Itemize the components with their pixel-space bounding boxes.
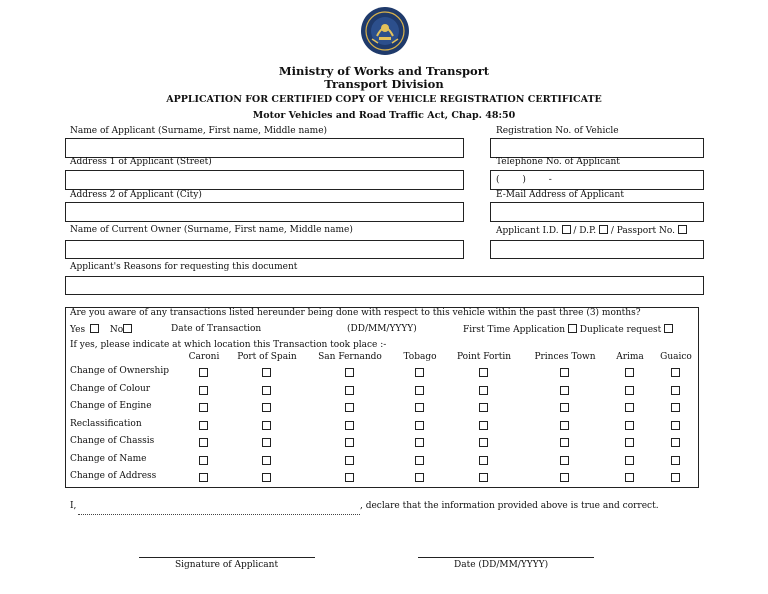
division-title: Transport Division xyxy=(324,77,444,91)
transaction-type-change-of-chassis: Change of Chassis xyxy=(70,436,155,446)
grid-checkbox[interactable] xyxy=(199,438,208,447)
first-time-label: First Time Application xyxy=(463,325,566,335)
applicant-id-label xyxy=(496,225,687,236)
ministry-seal xyxy=(360,6,410,56)
grid-checkbox[interactable] xyxy=(479,456,488,465)
reasons-label: Applicant's Reasons for requesting this document xyxy=(70,262,298,272)
grid-checkbox[interactable] xyxy=(625,473,634,482)
date-signature-label: Date (DD/MM/YYYY) xyxy=(454,560,549,570)
duplicate-checkbox[interactable] xyxy=(664,324,673,333)
telephone-label: Telephone No. of Applicant xyxy=(496,157,620,167)
email-input[interactable] xyxy=(490,202,704,222)
date-format-label: (DD/MM/YYYY) xyxy=(347,324,417,334)
location-header-san-fernando: San Fernando xyxy=(318,352,382,362)
signature-line[interactable] xyxy=(139,545,315,558)
location-header-point-fortin: Point Fortin xyxy=(456,352,512,362)
date-line[interactable] xyxy=(418,545,594,558)
address1-label: Address 1 of Applicant (Street) xyxy=(70,157,212,167)
transaction-type-change-of-address: Change of Address xyxy=(70,471,157,481)
grid-checkbox[interactable] xyxy=(345,421,354,430)
location-header-tobago: Tobago xyxy=(403,352,437,362)
location-header-port-of-spain: Port of Spain xyxy=(237,352,297,362)
grid-checkbox[interactable] xyxy=(415,421,424,430)
grid-checkbox[interactable] xyxy=(345,386,354,395)
grid-checkbox[interactable] xyxy=(671,438,680,447)
grid-checkbox[interactable] xyxy=(479,368,488,377)
grid-checkbox[interactable] xyxy=(671,368,680,377)
location-header-guaico: Guaico xyxy=(660,352,692,362)
ministry-title: Ministry of Works and Transport xyxy=(278,64,490,78)
reasons-input[interactable] xyxy=(65,276,704,295)
yes-no-group xyxy=(70,324,132,335)
applicant-id-input[interactable] xyxy=(490,240,704,259)
grid-checkbox[interactable] xyxy=(479,386,488,395)
transaction-type-change-of-colour: Change of Colour xyxy=(70,384,151,394)
grid-checkbox[interactable] xyxy=(625,438,634,447)
duplicate-label: Duplicate request xyxy=(579,325,662,335)
declaration-prefix: I, xyxy=(70,501,77,511)
location-header-princes-town: Princes Town xyxy=(534,352,596,362)
grid-checkbox[interactable] xyxy=(560,386,569,395)
grid-checkbox[interactable] xyxy=(415,368,424,377)
yes-checkbox[interactable] xyxy=(90,324,99,333)
grid-checkbox[interactable] xyxy=(479,438,488,447)
grid-checkbox[interactable] xyxy=(671,456,680,465)
current-owner-label: Name of Current Owner (Surname, First name, Middle name) xyxy=(70,225,353,235)
registration-no-input[interactable] xyxy=(490,138,704,158)
grid-checkbox[interactable] xyxy=(415,473,424,482)
grid-checkbox[interactable] xyxy=(262,386,271,395)
email-label: E-Mail Address of Applicant xyxy=(496,190,624,200)
signature-label: Signature of Applicant xyxy=(175,560,279,570)
grid-checkbox[interactable] xyxy=(625,386,634,395)
location-prompt: If yes, please indicate at which location this Transaction took place :- xyxy=(70,340,387,350)
grid-checkbox[interactable] xyxy=(345,456,354,465)
transaction-type-reclassification: Reclassification xyxy=(70,419,142,429)
grid-checkbox[interactable] xyxy=(560,421,569,430)
address1-input[interactable] xyxy=(65,170,464,190)
grid-checkbox[interactable] xyxy=(479,421,488,430)
declaration-suffix: , declare that the information provided above is true and correct. xyxy=(360,501,659,511)
address2-input[interactable] xyxy=(65,202,464,222)
grid-checkbox[interactable] xyxy=(199,456,208,465)
act-reference: Motor Vehicles and Road Traffic Act, Chap. 48:50 xyxy=(252,110,516,121)
grid-checkbox[interactable] xyxy=(345,368,354,377)
current-owner-input[interactable] xyxy=(65,240,464,259)
grid-checkbox[interactable] xyxy=(345,438,354,447)
grid-checkbox[interactable] xyxy=(671,473,680,482)
grid-checkbox[interactable] xyxy=(560,456,569,465)
grid-checkbox[interactable] xyxy=(262,368,271,377)
applicant-name-label: Name of Applicant (Surname, First name, Middle name) xyxy=(70,126,328,136)
grid-checkbox[interactable] xyxy=(479,473,488,482)
location-header-arima: Arima xyxy=(616,352,644,362)
grid-checkbox[interactable] xyxy=(479,403,488,412)
location-header-caroni: Caroni xyxy=(188,352,220,362)
no-label: No xyxy=(109,325,124,335)
telephone-input[interactable]: ( ) - xyxy=(490,170,704,190)
grid-checkbox[interactable] xyxy=(560,403,569,412)
application-type-group xyxy=(463,324,673,335)
passport-checkbox[interactable] xyxy=(678,225,687,234)
grid-checkbox[interactable] xyxy=(199,386,208,395)
grid-checkbox[interactable] xyxy=(415,386,424,395)
no-checkbox[interactable] xyxy=(123,324,132,333)
grid-checkbox[interactable] xyxy=(560,438,569,447)
grid-checkbox[interactable] xyxy=(199,473,208,482)
grid-checkbox[interactable] xyxy=(415,403,424,412)
grid-checkbox[interactable] xyxy=(625,421,634,430)
applicant-name-input[interactable] xyxy=(65,138,464,158)
grid-checkbox[interactable] xyxy=(625,368,634,377)
grid-checkbox[interactable] xyxy=(262,403,271,412)
first-time-checkbox[interactable] xyxy=(568,324,577,333)
grid-checkbox[interactable] xyxy=(625,456,634,465)
grid-checkbox[interactable] xyxy=(560,473,569,482)
grid-checkbox[interactable] xyxy=(199,368,208,377)
applicant-id-text: Applicant I.D. xyxy=(496,226,559,236)
grid-checkbox[interactable] xyxy=(262,473,271,482)
yes-label: Yes xyxy=(70,325,86,335)
dp-text: / D.P. xyxy=(573,226,597,236)
grid-checkbox[interactable] xyxy=(671,421,680,430)
declarant-name-input[interactable] xyxy=(78,500,360,515)
transaction-type-change-of-ownership: Change of Ownership xyxy=(70,366,169,376)
passport-text: / Passport No. xyxy=(610,226,675,236)
grid-checkbox[interactable] xyxy=(415,438,424,447)
registration-no-label: Registration No. of Vehicle xyxy=(496,126,619,136)
grid-checkbox[interactable] xyxy=(199,421,208,430)
date-of-transaction-label: Date of Transaction xyxy=(171,324,262,334)
address2-label: Address 2 of Applicant (City) xyxy=(70,190,202,200)
grid-checkbox[interactable] xyxy=(345,473,354,482)
dp-checkbox[interactable] xyxy=(599,225,608,234)
grid-checkbox[interactable] xyxy=(671,386,680,395)
transactions-question: Are you aware of any transactions listed hereunder being done with respect to this vehicle within the past three (3) months? xyxy=(70,308,641,318)
grid-checkbox[interactable] xyxy=(262,438,271,447)
grid-checkbox[interactable] xyxy=(262,421,271,430)
transaction-type-change-of-name: Change of Name xyxy=(70,454,147,464)
grid-checkbox[interactable] xyxy=(262,456,271,465)
grid-checkbox[interactable] xyxy=(625,403,634,412)
grid-checkbox[interactable] xyxy=(345,403,354,412)
grid-checkbox[interactable] xyxy=(415,456,424,465)
id-checkbox[interactable] xyxy=(562,225,571,234)
grid-checkbox[interactable] xyxy=(199,403,208,412)
form-title: APPLICATION FOR CERTIFIED COPY OF VEHICLE REGISTRATION CERTIFICATE xyxy=(166,94,602,105)
grid-checkbox[interactable] xyxy=(671,403,680,412)
grid-checkbox[interactable] xyxy=(560,368,569,377)
transaction-type-change-of-engine: Change of Engine xyxy=(70,401,152,411)
